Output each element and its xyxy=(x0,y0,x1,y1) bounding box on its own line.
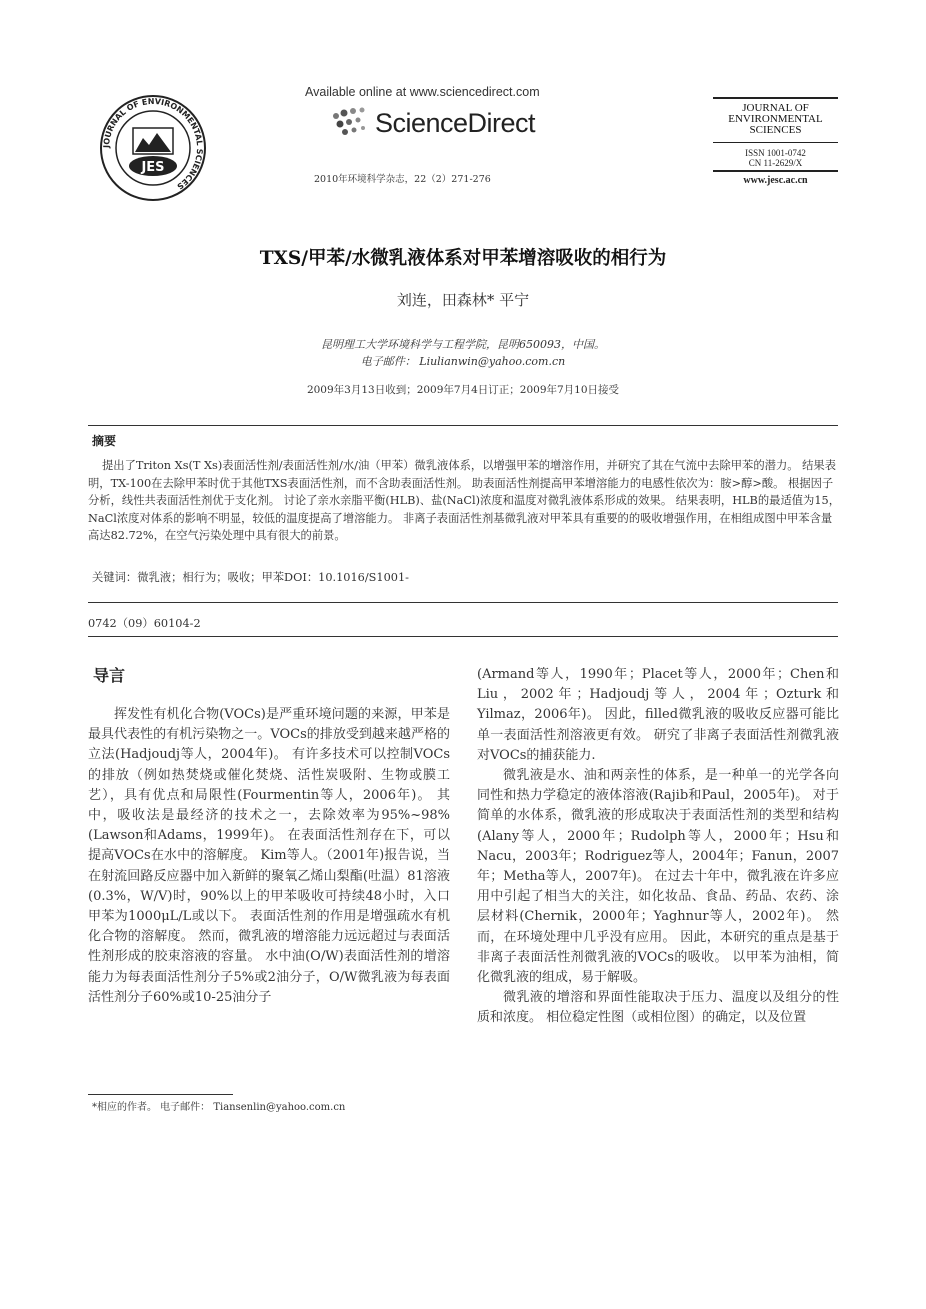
journal-name-line3: SCIENCES xyxy=(749,124,802,136)
jes-ring-text: JOURNAL OF ENVIRONMENTAL SCIENCES xyxy=(101,96,205,192)
doi-continuation: 0742（09）60104-2 xyxy=(88,617,201,630)
divider xyxy=(88,636,838,637)
journal-reference: 2010年环境科学杂志，22（2）271-276 xyxy=(314,174,491,185)
intro-paragraph: 挥发性有机化合物(VOCs)是严重环境问题的来源，甲苯是最具代表性的有机污染物之一。VOCs的排放受到越来越严格的立法(Hadjoudj等人，2004年)。 有许多技术可以控制VOCs的排放（例如热焚烧或催化焚烧、活性炭吸附、生物或膜工艺），具有优点和局限性(Fourmentin等人，2006年)。 其中，吸收法是最经济的技术之一，去除效率为95%~98%(Lawson和Adams，1999年)。 在表面活性剂存在下，可以提高VOCs在水中的溶解度。 Kim等人。（2001年)报告说，当在射流回路反应器中加入新鲜的聚氧乙烯山梨酯(吐温）81溶液(0.3%，W/V)时，90%以上的甲苯吸收可持续48小时，入口甲苯为1000μL/L或以下。 表面活性剂的作用是增强疏水有机化合物的溶解度。 然而，微乳液的增溶能力远远超过与表面活性剂形成的胶束溶液的容量。 水中油(O/W)表面活性剂的增溶能力为每表面活性剂分子5%或2油分子，O/W微乳液为每表面活性剂分子60%或10-25油分子 xyxy=(88,707,450,1005)
divider xyxy=(88,602,838,603)
author-email: 电子邮件： Liulianwin@yahoo.com.cn xyxy=(360,355,566,368)
divider xyxy=(88,425,838,426)
intro-paragraph: (Armand等人，1990年；Placet等人，2000年；Chen和Liu，2002年；Hadjoudj等人，2004年；Ozturk和Yilmaz，2006年)。 因此，filled微乳液的吸收反应器可能比单一表面活性剂溶液更有效。 研究了非离子表面活性剂微乳液对VOCs的捕获能力. xyxy=(477,667,839,763)
received-dates: 2009年3月13日收到；2009年7月4日订正；2009年7月10日接受 xyxy=(306,384,620,396)
abstract-heading: 摘要 xyxy=(92,434,117,448)
paper-authors: 刘连，田森林* 平宁 xyxy=(396,291,530,309)
affiliation: 昆明理工大学环境科学与工程学院，昆明650093，中国。 xyxy=(321,338,605,351)
masthead-rule xyxy=(713,142,838,143)
sciencedirect-availability: Available online at www.sciencedirect.com xyxy=(305,85,540,99)
sciencedirect-wordmark: ScienceDirect xyxy=(375,108,536,138)
intro-paragraph: 微乳液的增溶和界面性能取决于压力、温度以及组分的性质和浓度。 相位稳定性图（或相位图）的确定，以及位置 xyxy=(477,990,839,1026)
footnote-rule xyxy=(88,1094,233,1095)
masthead-rule xyxy=(713,97,838,99)
abstract-body: 提出了Triton Xs(T Xs)表面活性剂/表面活性剂/水/油（甲苯）微乳液体系，以增强甲苯的增溶作用，并研究了其在气流中去除甲苯的潜力。 结果表明，TX-100在去除甲苯时优于其他TXS表面活性剂，而不含助表面活性剂。 助表面活性剂提高甲苯增溶能力的电感性依次为：胺>醇>酸。 根据因子分析，线性共表面活性剂优于支化剂。 讨论了亲水亲脂平衡(HLB)、盐(NaCl)浓度和温度对微乳液体系形成的效果。 结果表明，HLB的最适值为15，NaCl浓度对体系的影响不明显，较低的温度提高了增溶能力。 非离子表面活性剂基微乳液对甲苯具有重要的的吸收增强作用，在相组成图中甲苯含量高达82.72%，在空气污染处理中具有很大的前景。 xyxy=(88,459,841,542)
masthead-rule xyxy=(713,170,838,172)
keywords: 关键词：微乳液；相行为；吸收；甲苯DOI：10.1016/S1001- xyxy=(92,571,409,584)
intro-paragraph: 微乳液是水、油和两亲性的体系，是一种单一的光学各向同性和热力学稳定的液体溶液(Rajib和Paul，2005年)。 对于简单的水体系，微乳液的形成取决于表面活性剂的类型和结构(Alany等人，2000年；Rudolph等人，2000年；Hsu和Nacu，2003年；Rodriguez等人，2004年；Fanun，2007年；Metha等人，2007年)。 在过去十年中，微乳液在许多应用中引起了相当大的关注，如化妆品、食品、药品、农药、涂层材料(Chernik，2000年；Yaghnur等人，2002年)。 然而，在环境处理中几乎没有应用。 因此，本研究的重点是基于非离子表面活性剂微乳液的VOCs的吸收。 以甲苯为油相，简化微乳液的组成，易于解吸。 xyxy=(477,768,839,986)
issn-number: ISSN 1001-0742 xyxy=(745,148,806,158)
right-column xyxy=(477,665,839,1029)
paper-title: TXS/甲苯/水微乳液体系对甲苯增溶吸收的相行为 xyxy=(259,248,667,269)
journal-name xyxy=(713,103,838,136)
affiliation-block xyxy=(0,336,926,370)
journal-name-line1: JOURNAL OF xyxy=(742,102,809,114)
jes-logo-text: JES xyxy=(141,160,165,175)
left-column xyxy=(88,705,450,1008)
journal-issn xyxy=(713,148,838,168)
journal-name-line2: ENVIRONMENTAL xyxy=(728,113,823,125)
corresponding-author-footnote: *相应的作者。 电子邮件： Tiansenlin@yahoo.com.cn xyxy=(92,1102,346,1113)
journal-url[interactable]: www.jesc.ac.cn xyxy=(743,175,808,186)
journal-masthead xyxy=(713,95,838,186)
cn-number: CN 11-2629/X xyxy=(748,158,803,168)
jes-seal-logo xyxy=(93,93,213,203)
intro-heading: 导言 xyxy=(93,666,126,685)
